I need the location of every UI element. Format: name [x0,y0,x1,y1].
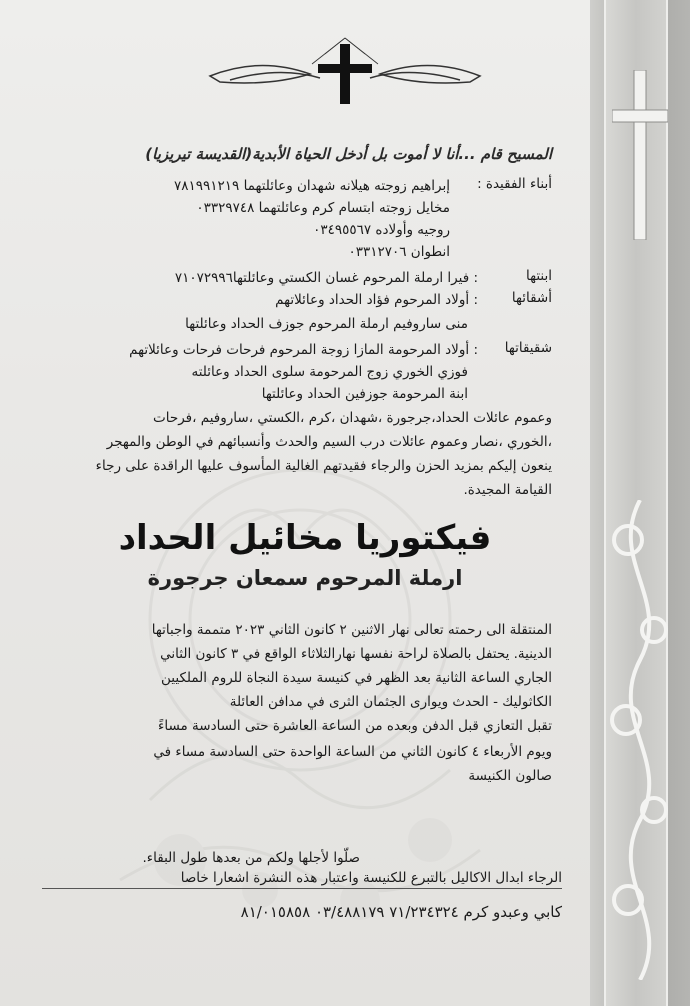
prayer-line: صلّوا لأجلها ولكم من بعدها طول البقاء. [142,850,360,866]
families-line-4: القيامة المجيدة. [463,482,552,498]
sisters-line-3: ابنة المرحومة جوزفين الحداد وعائلتها [261,386,468,402]
border-vine-icon [598,500,682,980]
families-line-1: وعموم عائلات الحداد،جرجورة ،شهدان ،كرم ،الكستي ،ساروفيم ،فرحات [153,410,552,426]
sister-in-law-line: منى ساروفيم ارملة المرحوم جوزف الحداد وعائلتها [185,316,468,332]
details-line-4: الكاثوليك - الحدث ويوارى الجثمان الثرى في مدافن العائلة [229,694,552,710]
families-line-2: ،الخوري ،نصار وعموم عائلات درب السيم والحدث وأنسبائهم في الوطن والمهجر [106,434,552,450]
daughter-line: : فيرا ارملة المرحوم غسان الكستي وعائلتها٧١٠٧٢٩٩٦ [174,270,478,286]
sisters-line-2: فوزي الخوري زوج المرحومة سلوى الحداد وعائلته [191,364,468,380]
daughter-label: ابنتها [526,268,552,284]
footer-divider [42,888,562,889]
header-cross-icon [200,36,490,106]
border-cross-icon [612,70,668,240]
sons-label: أبناء الفقيدة : [477,176,552,192]
motto: المسيح قام ...أنا لا أموت بل أدخل الحياة الأبدية(القديسة تيريزيا) [145,145,552,163]
deceased-subtitle: ارملة المرحوم سمعان جرجورة [147,566,463,590]
details-line-6: ويوم الأربعاء ٤ كانون الثاني من الساعة الواحدة حتى السادسة مساء في [153,744,552,760]
deceased-name: فيكتوريا مخائيل الحداد [118,518,492,558]
sisters-label: شقيقاتها [504,340,552,356]
sons-line-2: مخايل زوجته ابتسام كرم وعائلتهما ٠٣٣٢٩٧٤٨ [196,200,450,216]
sons-line-4: انطوان ٠٣٣١٢٧٠٦ [348,244,450,260]
brothers-line: : أولاد المرحوم فؤاد الحداد وعائلاتهم [275,292,478,308]
sons-line-3: روجيه وأولاده ٠٣٤٩٥٥٦٧ [313,222,450,238]
details-line-2: الدينية. يحتفل بالصلاة لراحة نفسها نهارالثلاثاء الواقع في ٣ كانون الثاني [160,646,552,662]
notice-line: الرجاء ابدال الاكاليل بالتبرع للكنيسة واعتبار هذه النشرة اشعارا خاصا [180,870,562,886]
sons-line-1: إبراهيم زوجته هيلانه شهدان وعائلتهما ٧٨١٩٩١٢١٩ [174,178,450,194]
details-line-7: صالون الكنيسة [468,768,552,784]
details-line-5: تقبل التعازي قبل الدفن وبعده من الساعة العاشرة حتى السادسة مساءً [158,718,552,734]
families-line-3: ينعون إليكم بمزيد الحزن والرجاء فقيدتهم الغالية المأسوف عليها الراقدة على رجاء [95,458,552,474]
brothers-label: أشقائها [511,290,552,306]
details-line-3: الجاري الساعة الثانية بعد الظهر في كنيسة سيدة النجاة للروم الملكيين [161,670,552,686]
details-line-1: المنتقلة الى رحمته تعالى نهار الاثنين ٢ كانون الثاني ٢٠٢٣ متممة واجباتها [151,622,552,638]
sisters-line-1: : أولاد المرحومة المازا زوجة المرحوم فرحات فرحات وعائلاتهم [129,342,478,358]
footer-contacts: كابي وعبدو كرم ٧١/٢٣٤٣٢٤ ٠٣/٤٨٨١٧٩ ٨١/٠١٥٨٥٨ [240,903,562,921]
